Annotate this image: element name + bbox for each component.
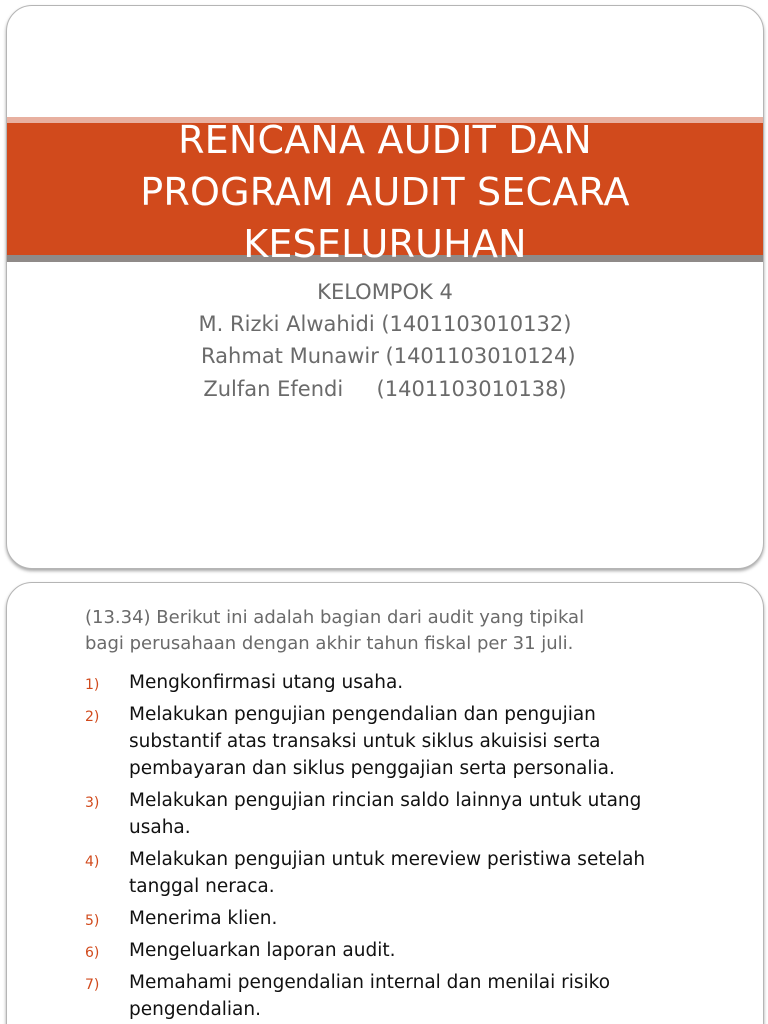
list-item-line: Melakukan pengujian untuk mereview peristiwa setelah [129, 849, 646, 870]
list-item-line: Melakukan pengujian rincian saldo lainnya untuk utang [129, 790, 642, 811]
list-item [7, 846, 763, 900]
list-item-line: pengendalian. [129, 999, 262, 1020]
list-item [7, 937, 763, 964]
list-item-line: usaha. [129, 817, 191, 838]
list-item-line: Menerima klien. [129, 908, 278, 929]
member-name-3: Zulfan Efendi (1401103010138) [203, 377, 567, 401]
list-item-number: 4) [85, 854, 100, 870]
list-item-text [129, 787, 739, 841]
member-name-2: Rahmat Munawir (1401103010124) [194, 344, 576, 368]
intro-paragraph [85, 605, 725, 657]
list-item [7, 905, 763, 932]
list-item-text [129, 701, 739, 782]
list-item-line: substantif atas transaksi untuk siklus akuisisi serta [129, 731, 601, 752]
list-item-line: Melakukan pengujian pengendalian dan pengujian [129, 704, 596, 725]
slide-title-line-3: KESELURUHAN [243, 222, 527, 266]
list-item [7, 701, 763, 782]
list-item [7, 669, 763, 696]
list-item-number: 2) [85, 709, 100, 725]
list-item-number: 6) [85, 945, 100, 961]
slide-subtitle [7, 276, 763, 406]
list-item [7, 787, 763, 841]
intro-line-2: bagi perusahaan dengan akhir tahun fiskal per 31 juli. [85, 633, 574, 654]
list-item-text [129, 969, 739, 1023]
list-item-text [129, 846, 739, 900]
title-slide [6, 5, 764, 569]
group-name: KELOMPOK 4 [317, 280, 453, 304]
list-item-line: Mengkonfirmasi utang usaha. [129, 672, 404, 693]
content-slide [6, 582, 764, 1024]
list-item-number: 5) [85, 913, 100, 929]
slide-title-line-2: PROGRAM AUDIT SECARA [140, 170, 630, 214]
list-item-line: Mengeluarkan laporan audit. [129, 940, 396, 961]
member-name-1: M. Rizki Alwahidi (1401103010132) [198, 312, 572, 336]
list-item-text [129, 905, 739, 932]
list-item-line: tanggal neraca. [129, 876, 275, 897]
list-item-text [129, 669, 739, 696]
slide-title [7, 114, 763, 270]
list-item-line: pembayaran dan siklus penggajian serta personalia. [129, 758, 615, 779]
numbered-list [7, 669, 763, 1024]
list-item-number: 3) [85, 795, 100, 811]
list-item [7, 969, 763, 1023]
list-item-number: 1) [85, 677, 100, 693]
list-item-number: 7) [85, 977, 100, 993]
list-item-line: Memahami pengendalian internal dan menilai risiko [129, 972, 611, 993]
intro-line-1: (13.34) Berikut ini adalah bagian dari audit yang tipikal [85, 607, 585, 628]
list-item-text [129, 937, 739, 964]
slide-title-line-1: RENCANA AUDIT DAN [178, 118, 592, 162]
